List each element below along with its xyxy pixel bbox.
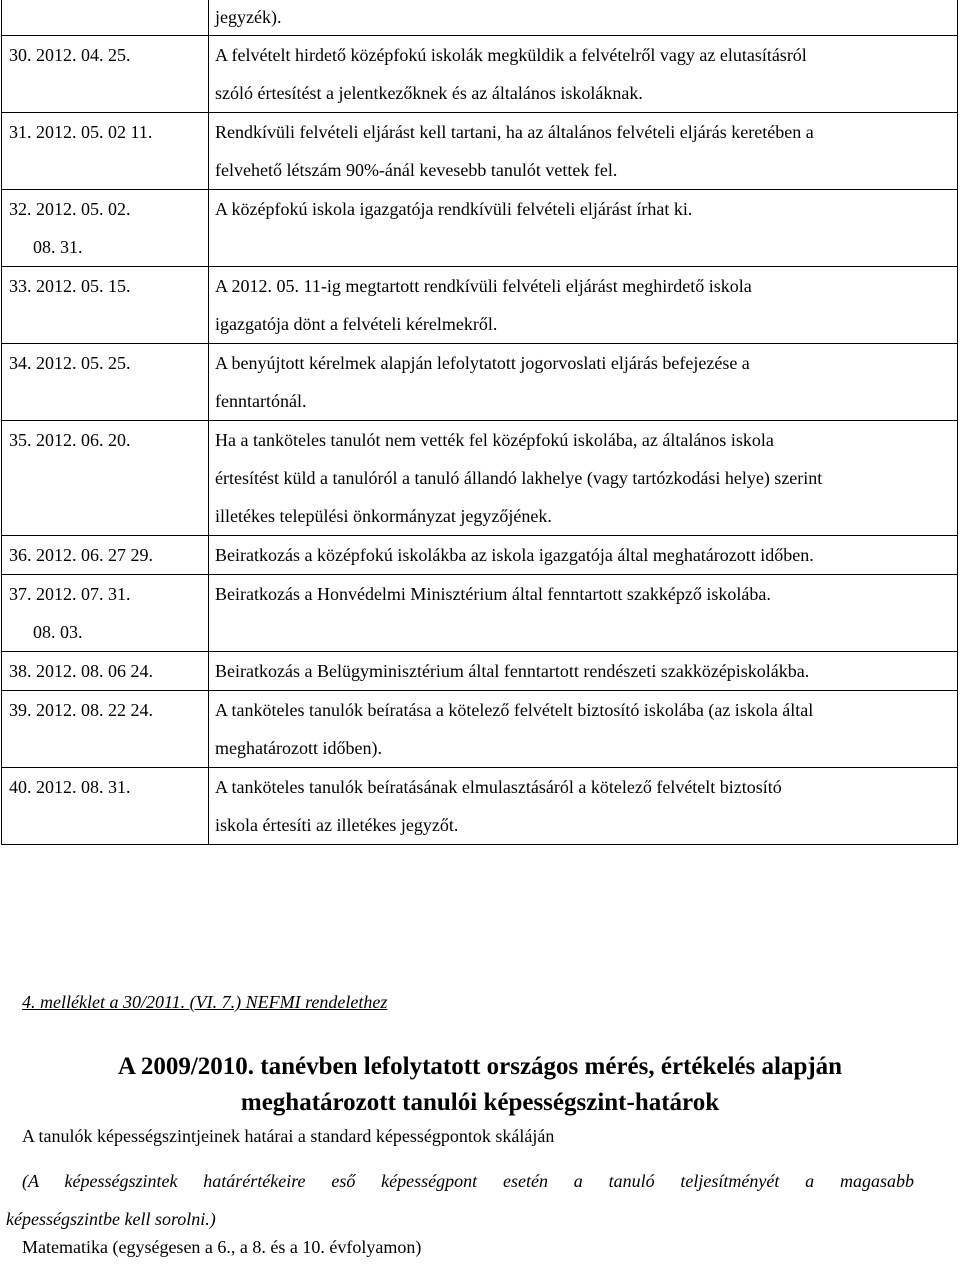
schedule-row: [2, 652, 958, 691]
schedule-text-cell: [209, 0, 958, 36]
schedule-row: [2, 691, 958, 768]
schedule-date-cell: [2, 190, 209, 267]
schedule-text: Ha a tanköteles tanulót nem vették fel középfokú iskolába, az általános iskola: [215, 430, 774, 450]
schedule-text: Beiratkozás a középfokú iskolákba az iskola igazgatója által meghatározott időben.: [215, 545, 814, 565]
schedule-text-cell: [209, 652, 958, 691]
note: [6, 1162, 914, 1238]
schedule-table: [1, 0, 958, 845]
schedule-text: A benyújtott kérelmek alapján lefolytatott jogorvoslati eljárás befejezése a: [215, 353, 750, 373]
schedule-text-cell: [209, 691, 958, 768]
schedule-text-cell: [209, 344, 958, 421]
schedule-row: [2, 36, 958, 113]
schedule-date-cell: [2, 267, 209, 344]
schedule-text: fenntartónál.: [215, 391, 307, 411]
schedule-date-cell: [2, 113, 209, 190]
schedule-date: 40. 2012. 08. 31.: [9, 777, 131, 797]
schedule-text: A 2012. 05. 11-ig megtartott rendkívüli felvételi eljárást meghirdető iskola: [215, 276, 752, 296]
schedule-date-cell: [2, 575, 209, 652]
schedule-date-cell: [2, 768, 209, 845]
schedule-text: igazgatója dönt a felvételi kérelmekről.: [215, 314, 498, 334]
schedule-date: 35. 2012. 06. 20.: [9, 430, 131, 450]
schedule-date: 39. 2012. 08. 22 24.: [9, 700, 153, 720]
schedule-date: 30. 2012. 04. 25.: [9, 45, 131, 65]
schedule-text: A tanköteles tanulók beíratása a kötelező felvételt biztosító iskolába (az iskola által: [215, 700, 814, 720]
subject-line: Matematika (egységesen a 6., a 8. és a 10. évfolyamon): [22, 1237, 422, 1257]
schedule-date: 34. 2012. 05. 25.: [9, 353, 131, 373]
annex-heading: 4. melléklet a 30/2011. (VI. 7.) NEFMI rendelethez: [22, 992, 388, 1012]
schedule-text: iskola értesíti az illetékes jegyzőt.: [215, 815, 459, 835]
schedule-date: 08. 03.: [33, 622, 83, 642]
schedule-text: szóló értesítést a jelentkezőknek és az általános iskoláknak.: [215, 83, 643, 103]
main-title-line-1: A 2009/2010. tanévben lefolytatott országos mérés, értékelés alapján: [117, 1053, 843, 1080]
main-title-line-2: meghatározott tanulói képességszint-határok: [240, 1089, 720, 1116]
schedule-row: [2, 113, 958, 190]
schedule-date-cell: [2, 691, 209, 768]
schedule-text-cell: [209, 421, 958, 536]
schedule-text: A tanköteles tanulók beíratásának elmulasztásáról a kötelező felvételt biztosító: [215, 777, 782, 797]
schedule-text: A felvételt hirdető középfokú iskolák megküldik a felvételről vagy az elutasításról: [215, 45, 807, 65]
schedule-text: meghatározott időben).: [215, 738, 382, 758]
schedule-text: Rendkívüli felvételi eljárást kell tartani, ha az általános felvételi eljárás keretében a: [215, 122, 814, 142]
schedule-text-cell: [209, 190, 958, 267]
schedule-row: [2, 190, 958, 267]
schedule-date: 33. 2012. 05. 15.: [9, 276, 131, 296]
schedule-date: 36. 2012. 06. 27 29.: [9, 545, 153, 565]
schedule-text-cell: [209, 113, 958, 190]
schedule-text: értesítést küld a tanulóról a tanuló állandó lakhelye (vagy tartózkodási helye) szerint: [215, 468, 823, 488]
schedule-row: [2, 536, 958, 575]
schedule-row: [2, 344, 958, 421]
schedule-text-cell: [209, 768, 958, 845]
schedule-date-cell: [2, 536, 209, 575]
schedule-date-cell: [2, 344, 209, 421]
schedule-date: 08. 31.: [33, 237, 83, 257]
schedule-date-cell: [2, 36, 209, 113]
schedule-date-cell: [2, 0, 209, 36]
schedule-text-cell: [209, 36, 958, 113]
schedule-row: [2, 0, 958, 36]
note-line-2: képességszintbe kell sorolni.): [6, 1209, 216, 1229]
schedule-text: illetékes települési önkormányzat jegyzőjének.: [215, 506, 552, 526]
schedule-text: A középfokú iskola igazgatója rendkívüli felvételi eljárást írhat ki.: [215, 199, 693, 219]
schedule-date-cell: [2, 421, 209, 536]
schedule-date: 32. 2012. 05. 02.: [9, 199, 131, 219]
schedule-text: Beiratkozás a Honvédelmi Minisztérium által fenntartott szakképző iskolába.: [215, 584, 771, 604]
schedule-text: jegyzék).: [215, 7, 282, 27]
schedule-row: [2, 575, 958, 652]
schedule-text-cell: [209, 575, 958, 652]
schedule-date: 38. 2012. 08. 06 24.: [9, 661, 153, 681]
schedule-date-cell: [2, 652, 209, 691]
schedule-text-cell: [209, 267, 958, 344]
note-line-1: (A képességszintek határértékeire eső képességpont esetén a tanuló teljesítményét a magasabb: [22, 1171, 914, 1191]
schedule-text-cell: [209, 536, 958, 575]
schedule-row: [2, 421, 958, 536]
subtitle: A tanulók képességszintjeinek határai a standard képességpontok skáláján: [22, 1126, 555, 1146]
schedule-date: 31. 2012. 05. 02 11.: [9, 122, 153, 142]
schedule-row: [2, 267, 958, 344]
schedule-row: [2, 768, 958, 845]
schedule-date: 37. 2012. 07. 31.: [9, 584, 131, 604]
schedule-text: felvehető létszám 90%-ánál kevesebb tanulót vettek fel.: [215, 160, 618, 180]
schedule-text: Beiratkozás a Belügyminisztérium által fenntartott rendészeti szakközépiskolákba.: [215, 661, 810, 681]
